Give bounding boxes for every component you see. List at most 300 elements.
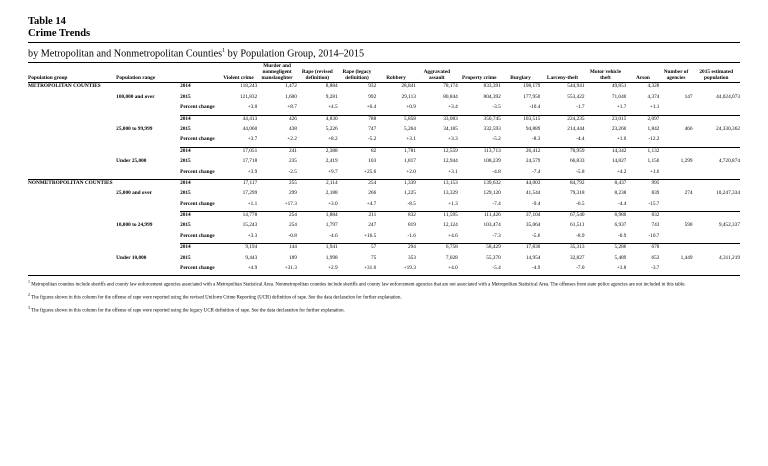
burglary-cell: -8.3	[501, 136, 541, 147]
population-range-cell	[116, 212, 180, 223]
number-of-agencies-cell: 1,299	[680, 158, 693, 165]
motor-vehicle-theft-cell: 49,851	[611, 83, 627, 90]
burglary-cell: 37,104	[525, 212, 541, 219]
murder-cell: 299	[288, 190, 297, 197]
population-group-cell	[28, 136, 116, 147]
estimated-population-cell	[693, 201, 740, 212]
estimated-population-cell	[693, 83, 740, 94]
footnote-text: Metropolitan counties include sheriffs and county law enforcement agencies associated with a Metropolitan Statistical Area. Nonmetropolitan counties include sheriffs and county law enforcement agencies that are not associated with a Metropolitan Statistical Area. The offenses from state police agencies are not included in this table.	[31, 283, 686, 289]
header-violent-crime: Violent crime	[220, 63, 257, 83]
aggravated-assault-cell: 7,028	[445, 254, 458, 261]
property-crime-cell: 103,474	[483, 222, 501, 229]
table-row	[28, 222, 740, 232]
motor-vehicle-theft-cell: 5,286	[614, 244, 627, 251]
estimated-population-cell: 4,311,219	[719, 254, 740, 261]
crime-trends-table	[28, 63, 740, 276]
year-cell: Percent change	[180, 104, 220, 115]
burglary-cell: -9.4	[501, 201, 541, 212]
header-murder: Murder and nonnegligent manslaughter	[257, 63, 297, 83]
header-estimated-population: 2015 estimated population	[693, 63, 740, 83]
murder-cell: 255	[288, 179, 297, 186]
header-burglary: Burglary	[501, 63, 541, 83]
murder-cell: +17.3	[257, 201, 297, 212]
number-of-agencies-cell: 1,449	[680, 254, 693, 261]
year-cell: Percent change	[180, 265, 220, 276]
population-range-cell: Under 10,000	[116, 254, 147, 261]
aggravated-assault-cell: +3.1	[416, 169, 458, 180]
rape-revised-cell: 4,830	[325, 115, 338, 122]
year-cell: Percent change	[180, 136, 220, 147]
rape-legacy-cell: 254	[368, 179, 377, 186]
arson-cell: 678	[651, 244, 660, 251]
header-rape-revised: Rape (revised definition)	[297, 63, 338, 83]
property-crime-cell: 350,745	[483, 115, 501, 122]
motor-vehicle-theft-cell: -4.4	[585, 201, 627, 212]
population-group-cell	[28, 104, 116, 115]
burglary-cell: 14,954	[525, 254, 541, 261]
footnote-text: The figures shown in this column for the offense of rape were reported using the revised Uniform Crime Reporting (UCR) definition of rape. See the data declaration for further explanation.	[31, 295, 402, 301]
subtitle-footnote-mark: 1	[222, 48, 226, 54]
arson-cell: -3.7	[626, 265, 659, 276]
arson-cell: -12.2	[626, 136, 659, 147]
robbery-cell: -1.6	[376, 233, 416, 244]
population-group-cell: NONMETROPOLITAN COUNTIES	[28, 179, 113, 186]
estimated-population-cell: 4,720,874	[718, 158, 740, 165]
larceny-theft-cell: 544,941	[567, 83, 585, 90]
population-range-cell	[116, 179, 180, 190]
robbery-cell: 1,817	[403, 158, 416, 165]
larceny-theft-cell: 66,833	[569, 158, 585, 165]
motor-vehicle-theft-cell: 6,980	[614, 212, 627, 219]
motor-vehicle-theft-cell: 14,827	[611, 158, 627, 165]
population-group-cell	[28, 94, 116, 104]
number-of-agencies-cell	[659, 212, 692, 223]
rape-legacy-cell: 788	[368, 115, 377, 122]
population-range-cell	[116, 244, 180, 255]
burglary-cell: 177,950	[523, 93, 541, 100]
rape-legacy-cell: +16.5	[338, 233, 377, 244]
number-of-agencies-cell	[659, 104, 692, 115]
estimated-population-cell	[693, 244, 740, 255]
year-cell: 2014	[180, 212, 191, 219]
population-group-cell	[28, 126, 116, 136]
larceny-theft-cell: 79,318	[569, 190, 585, 197]
arson-cell: 1,842	[647, 125, 660, 132]
violent-crime-cell: +3.9	[220, 169, 257, 180]
table-row	[28, 255, 740, 265]
table-header	[28, 63, 740, 83]
property-crime-cell: 111,426	[483, 212, 501, 219]
year-cell: 2014	[180, 83, 191, 90]
population-range-cell	[116, 147, 180, 158]
population-range-cell: 100,000 and over	[116, 93, 155, 100]
rape-revised-cell: 1,941	[325, 244, 338, 251]
murder-cell: +2.2	[257, 136, 297, 147]
larceny-theft-cell: 553,422	[567, 93, 585, 100]
burglary-cell: 17,830	[525, 244, 541, 251]
table-row	[28, 158, 740, 168]
rape-legacy-cell: -5.2	[338, 136, 377, 147]
footnote-text: The figures shown in this column for the offense of rape were reported using the legacy UCR definition of rape. See the data declaration for further explanation.	[31, 308, 345, 314]
burglary-cell: -4.9	[501, 265, 541, 276]
report-page	[28, 16, 740, 318]
estimated-population-cell: 24,330,362	[716, 125, 740, 132]
burglary-cell: -10.4	[501, 104, 541, 115]
estimated-population-cell	[693, 233, 740, 244]
number-of-agencies-cell	[659, 169, 692, 180]
rape-legacy-cell: +31.6	[338, 265, 377, 276]
year-cell: 2015	[180, 158, 191, 165]
subtitle-tail: by Population Group, 2014–2015	[225, 48, 365, 60]
property-crime-cell: -3.5	[458, 104, 501, 115]
larceny-theft-cell: 84,792	[569, 179, 585, 186]
header-aggravated-assault: Aggravated assault	[416, 63, 458, 83]
larceny-theft-cell: 70,959	[569, 147, 585, 154]
rape-legacy-cell: +6.4	[338, 104, 377, 115]
population-range-cell: 10,000 to 24,999	[116, 222, 153, 229]
robbery-cell: -8.5	[376, 201, 416, 212]
burglary-cell: 94,889	[525, 125, 541, 132]
arson-cell: 1,132	[647, 147, 660, 154]
population-group-cell	[28, 233, 116, 244]
murder-cell: +31.3	[257, 265, 297, 276]
motor-vehicle-theft-cell: +3.8	[585, 265, 627, 276]
rape-revised-cell: +8.2	[297, 136, 338, 147]
aggravated-assault-cell: 34,185	[443, 125, 458, 132]
larceny-theft-cell: -8.9	[540, 233, 584, 244]
violent-crime-cell: 118,243	[240, 83, 258, 90]
arson-cell: 743	[651, 222, 660, 229]
rape-legacy-cell: +25.6	[338, 169, 377, 180]
table-row	[28, 169, 740, 180]
murder-cell: +8.7	[257, 104, 297, 115]
population-range-cell	[116, 104, 180, 115]
year-cell: Percent change	[180, 169, 220, 180]
rape-revised-cell: -4.6	[297, 233, 338, 244]
table-body	[28, 83, 740, 276]
murder-cell: 254	[288, 222, 297, 229]
number-of-agencies-cell	[659, 179, 692, 190]
population-range-cell: 25,000 and over	[116, 190, 152, 197]
property-crime-cell: 55,370	[486, 254, 501, 261]
aggravated-assault-cell: +3.3	[416, 136, 458, 147]
property-crime-cell: -5.4	[458, 265, 501, 276]
murder-cell: 1,600	[284, 93, 297, 100]
larceny-theft-cell: -6.5	[540, 201, 584, 212]
rape-legacy-cell: 103	[368, 158, 377, 165]
rape-legacy-cell: 75	[370, 254, 377, 261]
robbery-cell: 1,339	[403, 179, 416, 186]
population-range-cell: 25,000 to 99,999	[116, 125, 153, 132]
rape-legacy-cell: 992	[368, 93, 377, 100]
rape-revised-cell: +3.0	[297, 201, 338, 212]
aggravated-assault-cell: 12,124	[443, 222, 458, 229]
property-crime-cell: 804,392	[483, 93, 501, 100]
rape-legacy-cell: 247	[368, 222, 377, 229]
population-group-cell	[28, 147, 116, 158]
violent-crime-cell: +3.0	[220, 104, 257, 115]
population-range-cell	[116, 233, 180, 244]
rape-revised-cell: 2,388	[325, 147, 338, 154]
larceny-theft-cell: 35,313	[569, 244, 585, 251]
murder-cell: 241	[288, 147, 297, 154]
population-group-cell: METROPOLITAN COUNTIES	[28, 83, 101, 90]
rape-legacy-cell: 211	[368, 212, 377, 219]
robbery-cell: 28,841	[401, 83, 416, 90]
motor-vehicle-theft-cell: 71,040	[611, 93, 627, 100]
number-of-agencies-cell: 466	[684, 125, 693, 132]
year-cell: 2015	[180, 93, 191, 100]
property-crime-cell: 833,391	[483, 83, 501, 90]
arson-cell: +1.6	[626, 169, 659, 180]
larceny-theft-cell: -7.0	[540, 265, 584, 276]
property-crime-cell: 58,429	[486, 244, 501, 251]
murder-cell: -0.8	[257, 233, 297, 244]
population-group-cell	[28, 190, 116, 200]
larceny-theft-cell: 67,540	[569, 212, 585, 219]
table-row	[28, 115, 740, 126]
aggravated-assault-cell: 13,153	[443, 179, 458, 186]
property-crime-cell: 113,713	[483, 147, 501, 154]
murder-cell: 189	[288, 254, 297, 261]
arson-cell: 1,150	[647, 158, 660, 165]
robbery-cell: 832	[407, 212, 416, 219]
population-group-cell	[28, 115, 116, 126]
aggravated-assault-cell: 6,758	[445, 244, 458, 251]
aggravated-assault-cell: 78,174	[443, 83, 458, 90]
larceny-theft-cell: -4.4	[540, 136, 584, 147]
arson-cell: 4,328	[647, 83, 660, 90]
arson-cell: 653	[651, 254, 660, 261]
robbery-cell: +19.3	[376, 265, 416, 276]
murder-cell: 438	[288, 125, 297, 132]
violent-crime-cell: 9,443	[245, 254, 258, 261]
number-of-agencies-cell	[659, 115, 692, 126]
population-range-cell	[116, 136, 180, 147]
arson-cell: 2,097	[647, 115, 660, 122]
table-row	[28, 233, 740, 244]
aggravated-assault-cell: +4.6	[416, 233, 458, 244]
rape-legacy-cell: 57	[370, 244, 377, 251]
larceny-theft-cell: 32,827	[569, 254, 585, 261]
header-robbery: Robbery	[376, 63, 416, 83]
header-arson: Arson	[626, 63, 659, 83]
population-group-cell	[28, 201, 116, 212]
property-crime-cell: -4.8	[458, 169, 501, 180]
robbery-cell: +0.9	[376, 104, 416, 115]
year-cell: 2014	[180, 179, 191, 186]
violent-crime-cell: 15,243	[242, 222, 258, 229]
header-population-range: Population range	[116, 63, 180, 83]
arson-cell: 4,374	[647, 93, 660, 100]
murder-cell: 426	[288, 115, 297, 122]
larceny-theft-cell: 61,511	[570, 222, 585, 229]
estimated-population-cell: 44,024,073	[716, 93, 740, 100]
table-row	[28, 265, 740, 276]
burglary-cell: 26,412	[525, 147, 541, 154]
motor-vehicle-theft-cell: 23,260	[611, 125, 627, 132]
violent-crime-cell: 9,194	[245, 244, 258, 251]
header-population-group: Population group	[28, 63, 116, 83]
estimated-population-cell	[693, 212, 740, 223]
number-of-agencies-cell	[659, 83, 692, 94]
property-crime-cell: -7.4	[458, 201, 501, 212]
robbery-cell: 29,113	[401, 93, 416, 100]
murder-cell: 144	[288, 244, 297, 251]
number-of-agencies-cell: 274	[684, 190, 693, 197]
table-row	[28, 136, 740, 147]
header-larceny-theft: Larceny-theft	[540, 63, 584, 83]
estimated-population-cell: 9,452,337	[718, 222, 740, 229]
aggravated-assault-cell: +4.0	[416, 265, 458, 276]
table-row	[28, 147, 740, 158]
year-cell: 2015	[180, 222, 191, 229]
arson-cell: 995	[651, 179, 660, 186]
violent-crime-cell: +4.9	[220, 265, 257, 276]
motor-vehicle-theft-cell: 5,489	[614, 254, 627, 261]
robbery-cell: 294	[407, 244, 416, 251]
arson-cell: -10.7	[626, 233, 659, 244]
number-of-agencies-cell	[659, 147, 692, 158]
header-year	[180, 63, 220, 83]
motor-vehicle-theft-cell: +1.0	[585, 136, 627, 147]
table-row	[28, 83, 740, 94]
property-crime-cell: -5.2	[458, 136, 501, 147]
property-crime-cell: 108,239	[483, 158, 501, 165]
estimated-population-cell	[693, 115, 740, 126]
rape-legacy-cell: 932	[368, 83, 377, 90]
number-of-agencies-cell	[659, 265, 692, 276]
title-rule	[28, 42, 740, 43]
estimated-population-cell: 10,247,334	[716, 190, 740, 197]
violent-crime-cell: 17,299	[242, 190, 258, 197]
burglary-cell: 198,179	[523, 83, 541, 90]
year-cell: 2015	[180, 190, 191, 197]
table-row	[28, 190, 740, 200]
estimated-population-cell	[693, 147, 740, 158]
aggravated-assault-cell: 12,559	[443, 147, 458, 154]
burglary-cell: 35,064	[525, 222, 541, 229]
motor-vehicle-theft-cell: 8,238	[614, 190, 627, 197]
footnote-mark: 1	[28, 279, 30, 285]
table-row	[28, 104, 740, 115]
robbery-cell: 819	[407, 222, 416, 229]
property-crime-cell: 139,632	[483, 179, 501, 186]
motor-vehicle-theft-cell: +4.2	[585, 169, 627, 180]
murder-cell: 254	[288, 212, 297, 219]
rape-legacy-cell: 82	[370, 147, 377, 154]
header-property-crime: Property crime	[458, 63, 501, 83]
violent-crime-cell: +3.3	[220, 233, 257, 244]
population-range-cell	[116, 115, 180, 126]
number-of-agencies-cell	[659, 136, 692, 147]
population-group-cell	[28, 222, 116, 232]
larceny-theft-cell: -5.8	[540, 169, 584, 180]
year-cell: 2015	[180, 125, 191, 132]
rape-revised-cell: 1,998	[325, 254, 338, 261]
table-row	[28, 126, 740, 136]
header-number-of-agencies: Number of agencies	[659, 63, 692, 83]
estimated-population-cell	[693, 265, 740, 276]
arson-cell: 839	[651, 190, 660, 197]
number-of-agencies-cell	[659, 233, 692, 244]
murder-cell: 1,472	[284, 83, 297, 90]
footnote	[28, 292, 740, 302]
burglary-cell: -5.6	[501, 233, 541, 244]
population-range-cell	[116, 265, 180, 276]
robbery-cell: +2.0	[376, 169, 416, 180]
footnote-mark: 2	[28, 292, 30, 298]
footnote	[28, 305, 740, 315]
violent-crime-cell: +3.7	[220, 136, 257, 147]
header-motor-vehicle-theft: Motor vehicle theft	[585, 63, 627, 83]
burglary-cell: 24,579	[525, 158, 541, 165]
year-cell: 2014	[180, 244, 191, 251]
robbery-cell: 5,858	[403, 115, 416, 122]
burglary-cell: -7.4	[501, 169, 541, 180]
violent-crime-cell: 44,413	[242, 115, 258, 122]
rape-revised-cell: 2,188	[325, 190, 338, 197]
aggravated-assault-cell: +1.3	[416, 201, 458, 212]
table-number: Table 14	[28, 16, 66, 27]
murder-cell: 235	[288, 158, 297, 165]
table-row	[28, 244, 740, 255]
property-crime-cell: 129,120	[483, 190, 501, 197]
rape-revised-cell: 1,797	[325, 222, 338, 229]
footnote	[28, 279, 740, 289]
motor-vehicle-theft-cell: 14,342	[611, 147, 627, 154]
footnotes	[28, 279, 740, 314]
larceny-theft-cell: 214,444	[567, 125, 585, 132]
estimated-population-cell	[693, 179, 740, 190]
population-group-cell	[28, 212, 116, 223]
motor-vehicle-theft-cell: +1.7	[585, 104, 627, 115]
aggravated-assault-cell: +3.4	[416, 104, 458, 115]
burglary-cell: 44,003	[525, 179, 541, 186]
arson-cell: -15.7	[626, 201, 659, 212]
year-cell: 2014	[180, 115, 191, 122]
larceny-theft-cell: 224,235	[567, 115, 585, 122]
table-row	[28, 94, 740, 104]
year-cell: Percent change	[180, 233, 220, 244]
robbery-cell: 353	[407, 254, 416, 261]
number-of-agencies-cell	[659, 244, 692, 255]
violent-crime-cell: 121,832	[240, 93, 258, 100]
aggravated-assault-cell: 12,944	[443, 158, 458, 165]
table-subtitle	[28, 45, 740, 60]
rape-revised-cell: +4.5	[297, 104, 338, 115]
motor-vehicle-theft-cell: 23,015	[611, 115, 627, 122]
violent-crime-cell: 17,718	[242, 158, 258, 165]
population-group-cell	[28, 158, 116, 168]
larceny-theft-cell: -1.7	[540, 104, 584, 115]
table-row	[28, 179, 740, 190]
subtitle-text: by Metropolitan and Nonmetropolitan Counties	[28, 48, 223, 60]
rape-legacy-cell: 747	[368, 125, 377, 132]
population-group-cell	[28, 169, 116, 180]
number-of-agencies-cell	[659, 201, 692, 212]
table-row	[28, 201, 740, 212]
rape-legacy-cell: +4.7	[338, 201, 377, 212]
violent-crime-cell: 44,060	[242, 125, 258, 132]
estimated-population-cell	[693, 136, 740, 147]
robbery-cell: +3.1	[376, 136, 416, 147]
rape-revised-cell: 2,419	[325, 158, 338, 165]
number-of-agencies-cell: 147	[684, 93, 693, 100]
population-range-cell	[116, 169, 180, 180]
table-title: Crime Trends	[28, 28, 91, 39]
motor-vehicle-theft-cell: 8,437	[614, 179, 627, 186]
